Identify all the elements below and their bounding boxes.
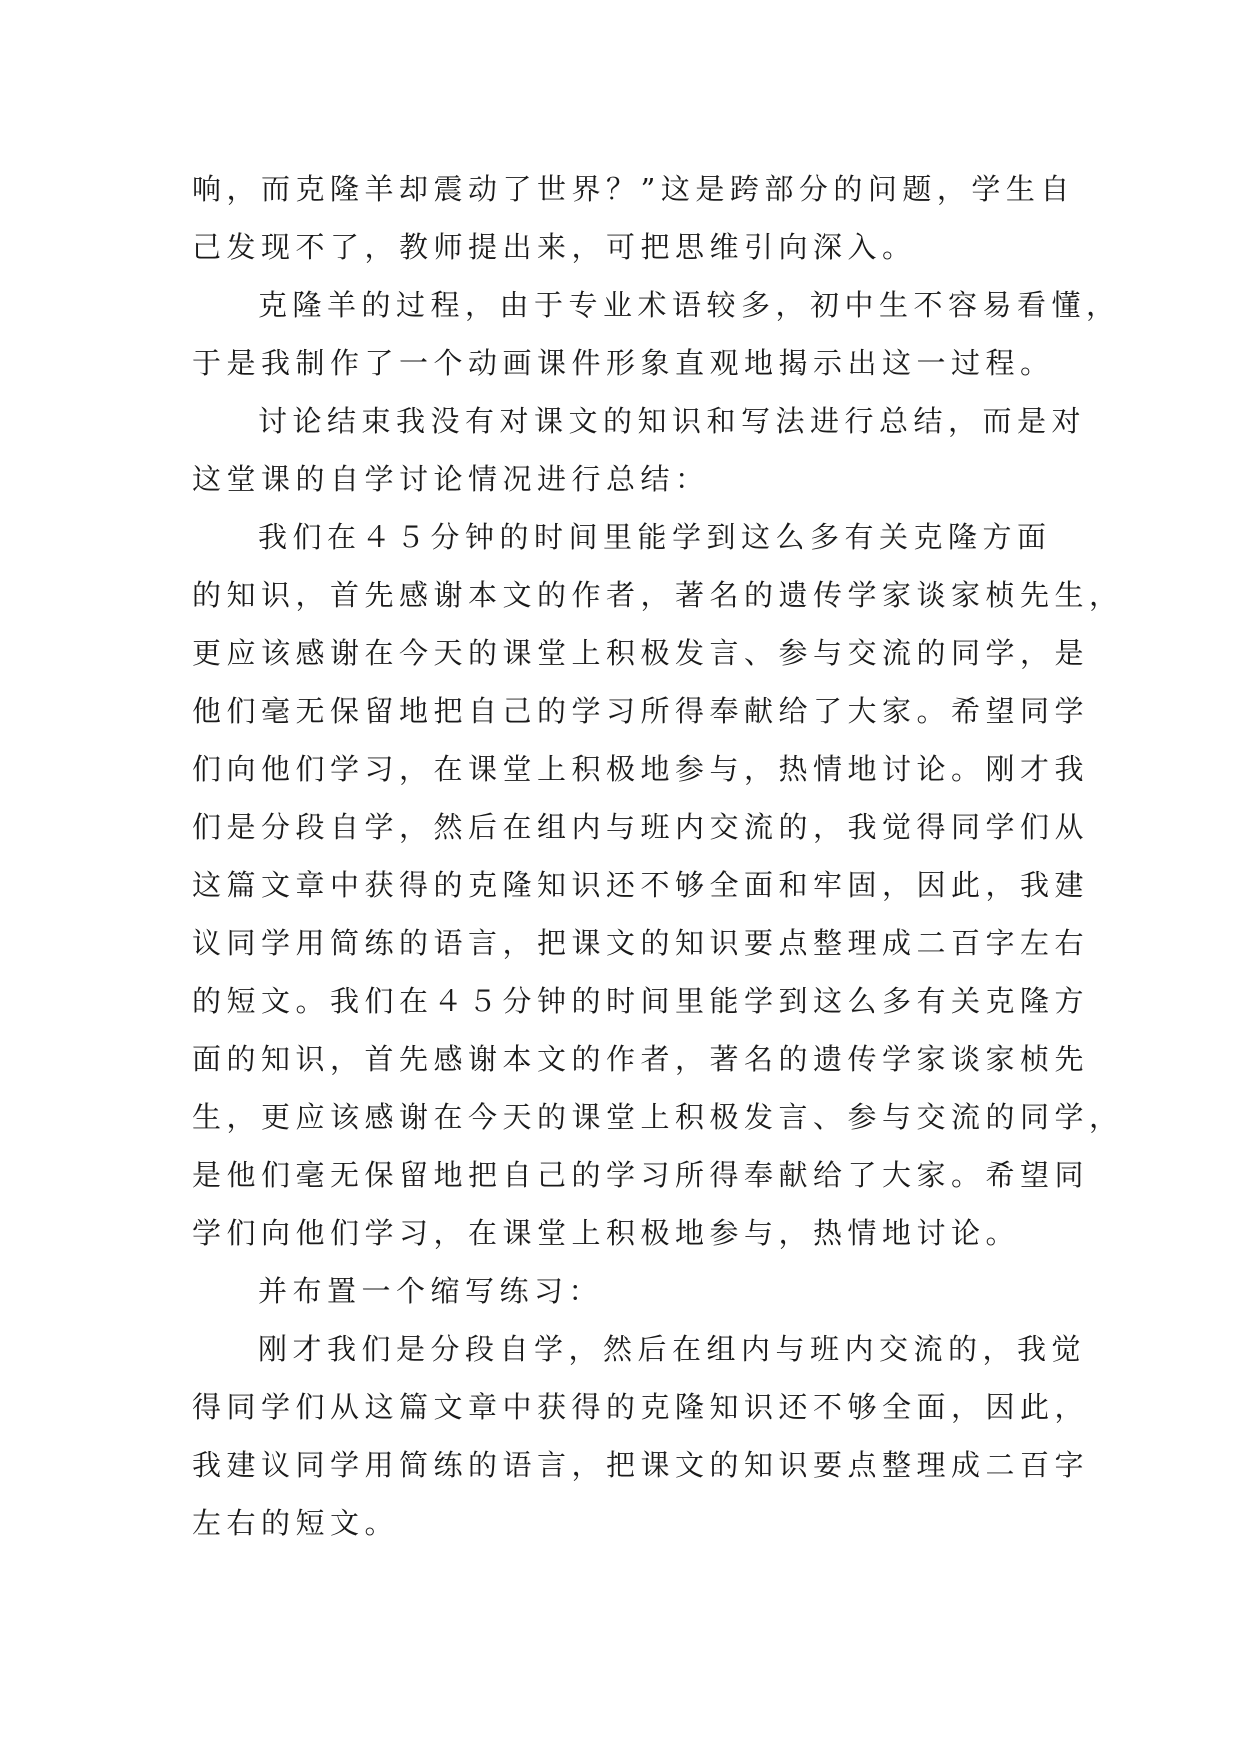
- text-line: 于是我制作了一个动画课件形象直观地揭示出这一过程。: [192, 346, 1055, 380]
- text-line: 并布置一个缩写练习：: [258, 1274, 604, 1308]
- text-line: 们是分段自学，然后在组内与班内交流的，我觉得同学们从: [192, 810, 1090, 844]
- text-line: 这堂课的自学讨论情况进行总结：: [192, 462, 710, 496]
- text-line: 的知识，首先感谢本文的作者，著名的遗传学家谈家桢先生，: [192, 578, 1124, 612]
- body-text: [192, 160, 1124, 1552]
- text-line: 克隆羊的过程，由于专业术语较多，初中生不容易看懂，: [258, 288, 1121, 322]
- text-line: 他们毫无保留地把自己的学习所得奉献给了大家。希望同学: [192, 694, 1090, 728]
- text-line: 们向他们学习，在课堂上积极地参与，热情地讨论。刚才我: [192, 752, 1090, 786]
- text-line: 这篇文章中获得的克隆知识还不够全面和牢固，因此，我建: [192, 868, 1090, 902]
- text-line: 响，而克隆羊却震动了世界？”这是跨部分的问题，学生自: [192, 172, 1075, 206]
- text-line: 学们向他们学习，在课堂上积极地参与，热情地讨论。: [192, 1216, 1021, 1250]
- text-line: 得同学们从这篇文章中获得的克隆知识还不够全面，因此，: [192, 1390, 1090, 1424]
- text-line: 面的知识，首先感谢本文的作者，著名的遗传学家谈家桢先: [192, 1042, 1090, 1076]
- text-line: 讨论结束我没有对课文的知识和写法进行总结，而是对: [258, 404, 1087, 438]
- text-line: 我们在４５分钟的时间里能学到这么多有关克隆方面: [258, 520, 1052, 554]
- text-line: 更应该感谢在今天的课堂上积极发言、参与交流的同学，是: [192, 636, 1090, 670]
- text-line: 的短文。我们在４５分钟的时间里能学到这么多有关克隆方: [192, 984, 1090, 1018]
- text-line: 我建议同学用简练的语言，把课文的知识要点整理成二百字: [192, 1448, 1090, 1482]
- text-line: 左右的短文。: [192, 1506, 400, 1540]
- text-line: 刚才我们是分段自学，然后在组内与班内交流的，我觉: [258, 1332, 1087, 1366]
- text-line: 生，更应该感谢在今天的课堂上积极发言、参与交流的同学，: [192, 1100, 1124, 1134]
- text-line: 是他们毫无保留地把自己的学习所得奉献给了大家。希望同: [192, 1158, 1090, 1192]
- text-line: 己发现不了，教师提出来，可把思维引向深入。: [192, 230, 917, 264]
- text-line: 议同学用简练的语言，把课文的知识要点整理成二百字左右: [192, 926, 1090, 960]
